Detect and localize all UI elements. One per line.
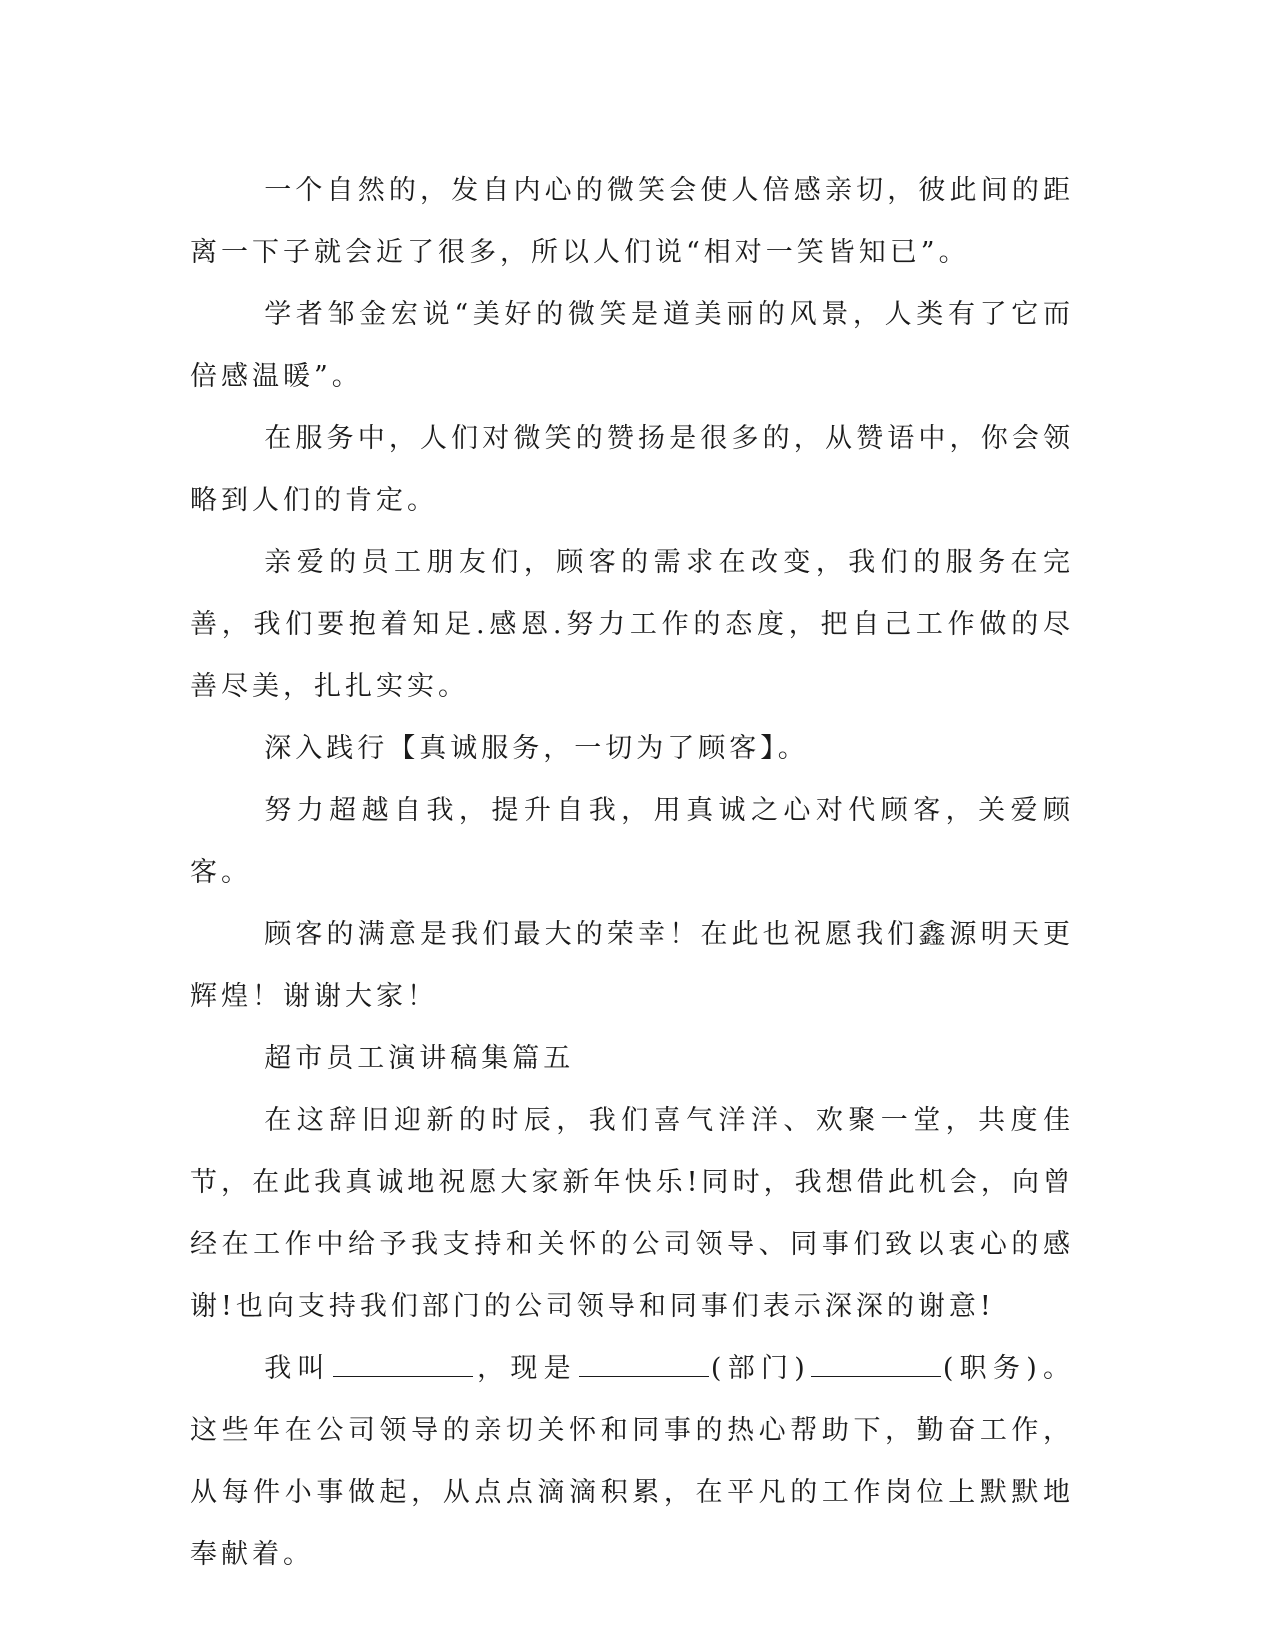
paragraph-scholar-quote: 学者邹金宏说“美好的微笑是道美丽的风景，人类有了它而倍感温暖”。 [190, 299, 1074, 392]
job-title-blank [811, 1350, 941, 1377]
intro-text-position-prefix: ，现是 [474, 1353, 577, 1384]
department-blank [579, 1350, 709, 1377]
paragraph-new-year-greeting: 在这辞旧迎新的时辰，我们喜气洋洋、欢聚一堂，共度佳节，在此我真诚地祝愿大家新年快乐!同时，我想借此机会，向曾经在工作中给予我支持和关怀的公司领导、同事们致以衷心的感谢!也向支持我们部门的公司领导和同事们表示深深的谢意! [190, 1105, 1074, 1322]
paragraph-sincere-service: 深入践行【真诚服务，一切为了顾客】。 [264, 733, 809, 764]
intro-text-department-label: (部门) [710, 1353, 809, 1384]
section-heading-part-five: 超市员工演讲稿集篇五 [264, 1043, 575, 1074]
intro-text-name-prefix: 我叫 [264, 1353, 331, 1384]
document-body [190, 160, 1074, 1586]
paragraph-self-introduction [190, 1338, 1074, 1586]
paragraph-dear-staff: 亲爱的员工朋友们，顾客的需求在改变，我们的服务在完善，我们要抱着知足.感恩.努力工作的态度，把自己工作做的尽善尽美，扎扎实实。 [190, 547, 1074, 702]
paragraph-service-praise: 在服务中，人们对微笑的赞扬是很多的，从赞语中，你会领略到人们的肯定。 [190, 423, 1074, 516]
paragraph-smile-intimacy: 一个自然的，发自内心的微笑会使人倍感亲切，彼此间的距离一下子就会近了很多，所以人们说“相对一笑皆知已”。 [190, 175, 1074, 268]
paragraph-surpass-self: 努力超越自我，提升自我，用真诚之心对代顾客，关爱顾客。 [190, 795, 1074, 888]
paragraph-customer-satisfaction: 顾客的满意是我们最大的荣幸！在此也祝愿我们鑫源明天更辉煌！谢谢大家！ [190, 919, 1074, 1012]
intro-text-rest: (职务)。这些年在公司领导的亲切关怀和同事的热心帮助下，勤奋工作，从每件小事做起，从点点滴滴积累，在平凡的工作岗位上默默地奉献着。 [190, 1353, 1075, 1570]
name-blank [333, 1350, 473, 1377]
